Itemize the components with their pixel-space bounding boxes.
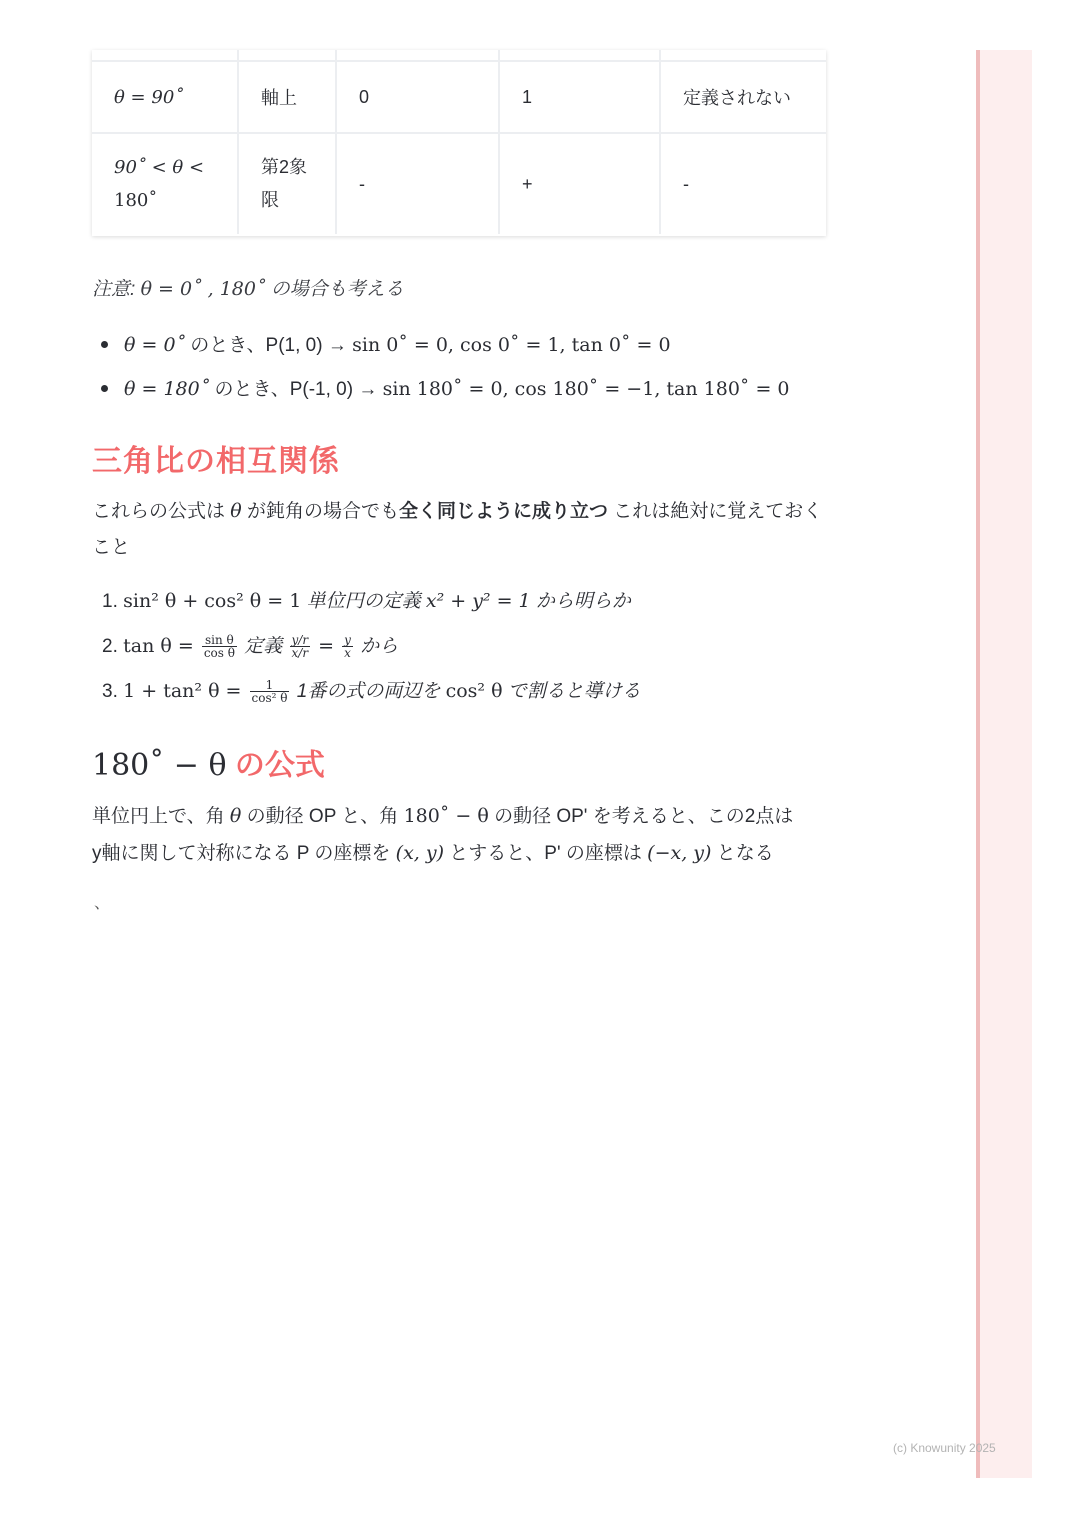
fraction-denominator: cos θ: [203, 646, 235, 661]
fraction-denominator: cos² θ: [251, 691, 288, 706]
note-math: θ = 0˚ , 180˚: [140, 278, 266, 300]
cell-theta-line2: 180˚: [114, 190, 158, 211]
relations-intro: [92, 493, 832, 566]
list-item: [92, 374, 790, 418]
formula-note-2: で割ると導ける: [502, 681, 641, 702]
cell-quadrant: 軸上: [238, 61, 336, 133]
formula-number: 1.: [102, 591, 124, 612]
formula-note-2: から明らか: [530, 591, 631, 612]
formula-list: [102, 586, 641, 721]
body-angle: 180˚ − θ: [403, 805, 489, 827]
trig-sign-table: [92, 50, 826, 236]
intro-bold: 全く同じように成り立つ: [399, 501, 609, 522]
bullet-mid: のとき、P(1, 0) →: [185, 335, 353, 356]
intro-theta: θ: [230, 500, 242, 522]
cell-sin: 0: [336, 61, 499, 133]
cell-quadrant-line2: 限: [261, 190, 279, 210]
special-angle-list: [92, 330, 790, 418]
fraction-numerator: y: [344, 633, 351, 648]
cell-theta: θ = 90˚: [92, 61, 238, 133]
list-item: [92, 330, 790, 374]
body-text: 単位円上で、角: [92, 806, 230, 827]
list-item: [102, 631, 641, 676]
cell-tan: -: [660, 133, 826, 234]
fraction-yr-xr: [290, 634, 311, 659]
formula-number: 2.: [102, 636, 124, 657]
fraction-numerator: 1: [250, 679, 290, 692]
fraction-one-cos2: [250, 679, 290, 704]
formula-note: 定義: [238, 636, 288, 657]
formula-note: 1番の式の両辺を: [291, 681, 446, 702]
cell-quadrant-line1: 第2象: [261, 157, 308, 177]
bullet-equation: sin 180˚ = 0, cos 180˚ = −1, tan 180˚ = 0: [382, 378, 790, 400]
intro-text-3: これは絶対に覚えておくこと: [92, 501, 823, 558]
body-text: とすると、P' の座標は: [444, 843, 648, 864]
formula-equation-2: x² + y² = 1: [425, 590, 531, 612]
formula-number: 3.: [102, 681, 124, 702]
intro-text-1: これらの公式は: [92, 501, 231, 522]
body-text: の動径 OP' を考えると、この2点は: [488, 806, 794, 827]
fraction-numerator: sin θ: [202, 634, 237, 647]
section-heading-relations: 三角比の相互関係: [92, 445, 340, 478]
cell-sin: -: [336, 133, 499, 234]
body-text: y軸に関して対称になる P の座標を: [92, 843, 396, 864]
body-point-p2: (−x, y): [647, 842, 712, 864]
cell-theta: [92, 133, 238, 234]
bullet-condition: θ = 180˚: [124, 378, 210, 400]
page-margin-band: [976, 50, 1032, 1478]
body-theta: θ: [229, 805, 242, 827]
section-heading-supplement: [92, 740, 325, 784]
equals-sign: =: [312, 635, 341, 657]
formula-note: 単位円の定義: [301, 591, 426, 612]
bullet-equation: sin 0˚ = 0, cos 0˚ = 1, tan 0˚ = 0: [352, 334, 671, 356]
formula-lhs: 1 + tan² θ =: [123, 680, 248, 702]
fraction-numerator: y/r: [291, 633, 309, 648]
bullet-condition: θ = 0˚: [124, 334, 186, 356]
body-text: の動径 OP と、角: [241, 806, 404, 827]
formula-equation: sin² θ + cos² θ = 1: [123, 590, 302, 612]
body-point-p: (x, y): [395, 842, 445, 864]
note-prefix: 注意:: [92, 279, 141, 300]
fraction-denominator: x: [344, 646, 351, 661]
fraction-sin-cos: [202, 634, 237, 659]
note-suffix: の場合も考える: [265, 279, 404, 300]
note-line: [92, 274, 404, 301]
stray-mark: 、: [94, 893, 111, 912]
fraction-y-x: [342, 634, 353, 659]
bullet-mid: のとき、P(-1, 0) →: [209, 379, 383, 400]
cell-cos: +: [499, 133, 660, 234]
table-row: [92, 61, 826, 133]
cell-cos: 1: [499, 61, 660, 133]
cell-quadrant: [238, 133, 336, 234]
formula-note-2: から: [354, 636, 399, 657]
supplement-body: [92, 798, 832, 872]
fraction-denominator: x/r: [291, 646, 309, 661]
cell-tan: 定義されない: [660, 61, 826, 133]
table-row-top-fragment: [92, 50, 826, 61]
body-text: となる: [711, 843, 774, 864]
intro-text-2: が鈍角の場合でも: [241, 501, 400, 522]
list-item: [102, 586, 641, 631]
page-margin-line: [976, 50, 980, 1478]
heading-text: の公式: [226, 749, 325, 782]
table-row: [92, 133, 826, 234]
formula-lhs: tan θ =: [123, 635, 200, 657]
list-item: [102, 676, 641, 721]
heading-math: 180˚ − θ: [92, 748, 227, 783]
cell-theta-line1: 90˚ < θ <: [114, 157, 205, 178]
copyright-footer: (c) Knowunity 2025: [893, 1441, 996, 1455]
formula-equation-2: cos² θ: [445, 680, 503, 702]
